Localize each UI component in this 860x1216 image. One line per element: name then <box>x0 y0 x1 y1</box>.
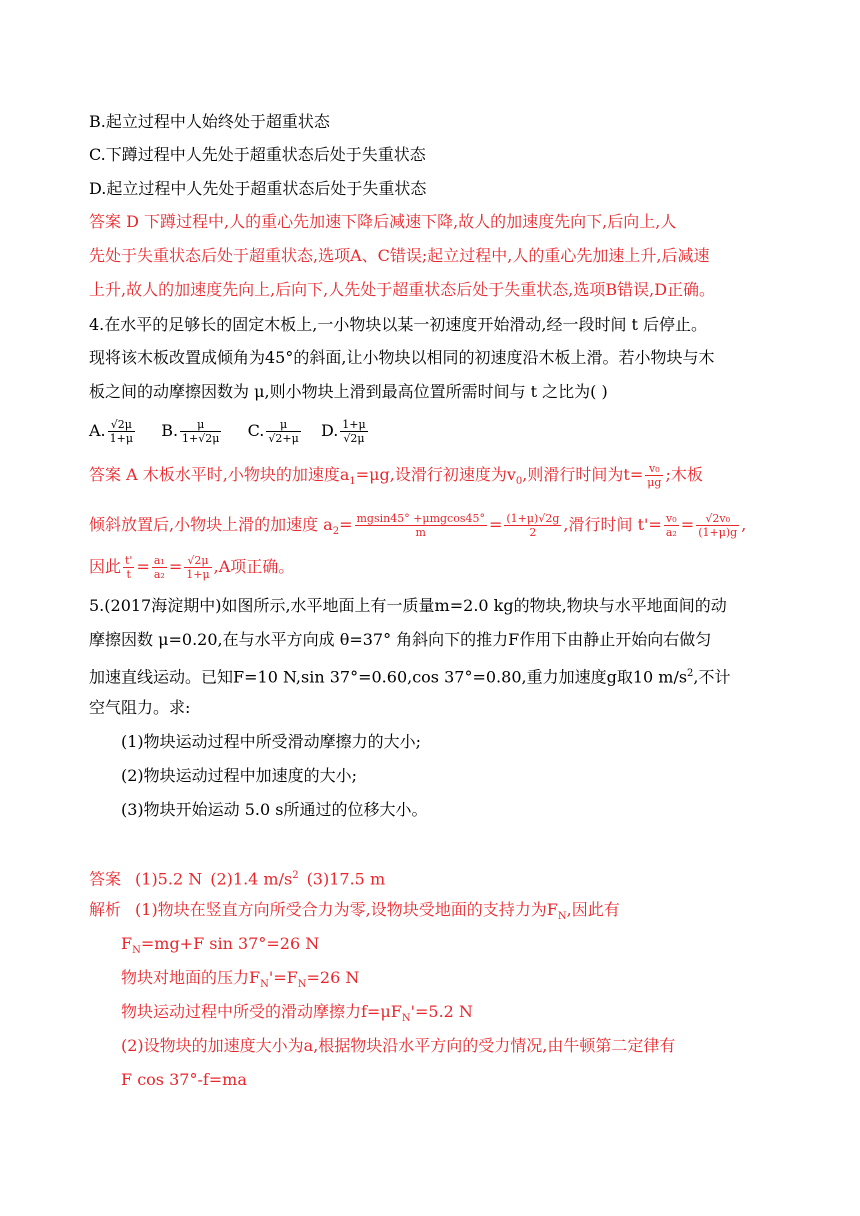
superscript-2: 2 <box>687 668 694 679</box>
fraction-a2-result-denominator: 2 <box>529 526 537 539</box>
fraction-tp-result-denominator: (1+μ)g <box>698 526 738 539</box>
fraction-ratio-2-numerator: a₁ <box>153 554 165 567</box>
analysis-line1-subscript: N <box>557 911 567 923</box>
fraction-ratio-3-denominator: 1+μ <box>186 568 210 581</box>
option-a-label: A. <box>89 421 106 440</box>
answer5-part1: (1)5.2 N <box>135 869 203 889</box>
analysis-eq4: (2)设物块的加速度大小为a,根据物块沿水平方向的受力情况,由牛顿第二定律有 <box>121 1036 676 1055</box>
answer4-text-b: =μg,设滑行初速度为v <box>355 465 516 484</box>
fraction-t-denominator: μg <box>647 476 662 489</box>
answer3-line2: 先处于失重状态后处于超重状态,选项A、C错误;起立过程中,人的重心先加速上升,后减速 <box>89 246 710 265</box>
question5-sub2: (2)物块运动过程中加速度的大小; <box>121 766 358 785</box>
answer4-l2-text-a: 倾斜放置后,小物块上滑的加速度 a <box>89 515 333 534</box>
fraction-tp <box>664 512 679 539</box>
question5-line2: 摩擦因数 μ=0.20,在与水平方向成 θ=37° 角斜向下的推力F作用下由静止开始向右做匀 <box>89 630 712 649</box>
fraction-a2 <box>355 512 487 539</box>
answer4-l2-eq2: = <box>488 515 503 534</box>
question5-line3-text-a: 加速直线运动。已知F=10 N,sin 37°=0.60,cos 37°=0.80,重力加速度g取10 m/s <box>89 667 688 687</box>
fraction-a2-numerator: mgsin45° +μmgcos45° <box>356 512 485 525</box>
answer4-l2-text-d: , <box>741 515 747 534</box>
fraction-ratio-1-denominator: t <box>126 568 131 581</box>
fraction-ratio-1 <box>123 554 134 581</box>
fraction-a2-result-numerator: (1+μ)√2g <box>506 512 560 525</box>
answer4-text-c: ,则滑行时间为t= <box>522 465 644 484</box>
question4-line1: 4.在水平的足够长的固定木板上,一小物块以某一初速度开始滑动,经一段时间 t 后停止。 <box>89 315 708 334</box>
question5-line1: 5.(2017海淀期中)如图所示,水平地面上有一质量m=2.0 kg的物块,物块与水平地面间的动 <box>89 596 727 615</box>
option-c-label: C. <box>247 421 265 440</box>
option-d-numerator: 1+μ <box>342 418 366 431</box>
question4-line3: 板之间的动摩擦因数为 μ,则小物块上滑到最高位置所需时间与 t 之比为( ) <box>89 382 608 401</box>
answer4-l2-eq3: = <box>680 515 695 534</box>
fraction-t <box>645 462 663 489</box>
analysis-eq2 <box>121 967 359 996</box>
option-d-label: D. <box>320 421 339 440</box>
analysis-eq1 <box>121 933 319 962</box>
analysis-eq1-subscript: N <box>132 945 141 957</box>
analysis-eq1-text-b: =mg+F sin 37°=26 N <box>140 934 320 953</box>
fraction-tp-denominator: a₂ <box>665 526 677 539</box>
option-c-fraction <box>266 418 300 445</box>
analysis-eq2-text-a: 物块对地面的压力F <box>121 968 261 987</box>
fraction-ratio-2-denominator: a₂ <box>153 568 165 581</box>
analysis-eq3 <box>121 1001 473 1030</box>
option-a-fraction <box>108 418 135 445</box>
answer4-l2-eq: = <box>339 515 353 534</box>
answer4-text-a: 答案 A 木板水平时,小物块的加速度a <box>89 465 350 484</box>
analysis-eq2-subscript2: N <box>297 979 307 991</box>
fraction-tp-numerator: v₀ <box>664 512 679 526</box>
analysis-line1 <box>89 899 620 928</box>
answer5-label: 答案 <box>89 869 122 889</box>
fraction-ratio-3-numerator: √2μ <box>184 554 211 568</box>
analysis-line1-text-b: ,因此有 <box>566 900 620 919</box>
analysis-label: 解析 <box>89 900 122 919</box>
answer4-line1 <box>89 462 703 493</box>
question5-sub3: (3)物块开始运动 5.0 s所通过的位移大小。 <box>121 800 428 819</box>
analysis-eq3-text-b: '=5.2 N <box>410 1002 473 1021</box>
option-b-label: B. <box>161 421 179 440</box>
fraction-ratio-3 <box>184 554 211 581</box>
answer4-l3-eq2: = <box>168 557 183 576</box>
analysis-eq3-subscript: N <box>401 1013 411 1025</box>
analysis-eq2-subscript1: N <box>260 979 269 991</box>
question4-options <box>89 418 370 445</box>
question5-line3-text-b: ,不计 <box>693 667 731 687</box>
answer4-line3 <box>89 554 294 581</box>
fraction-tp-result-numerator: √2v₀ <box>696 512 739 526</box>
subscript-0: 0 <box>515 476 523 488</box>
subscript-1: 1 <box>349 476 356 488</box>
option-d: D.起立过程中人先处于超重状态后处于失重状态 <box>89 179 427 198</box>
answer4-text-d: ;木板 <box>665 465 703 484</box>
analysis-eq5: F cos 37°-f=ma <box>121 1070 247 1089</box>
answer3-line1: 答案 D 下蹲过程中,人的重心先加速下降后减速下降,故人的加速度先向下,后向上,人 <box>89 212 677 231</box>
analysis-eq2-text-c: =26 N <box>306 968 360 987</box>
analysis-eq3-text-a: 物块运动过程中所受的滑动摩擦力f=μF <box>121 1002 402 1021</box>
answer5-part2: (2)1.4 m/s <box>210 869 293 889</box>
analysis-line1-text-a: (1)物块在竖直方向所受合力为零,设物块受地面的支持力为F <box>135 900 558 919</box>
fraction-a2-result <box>504 512 561 539</box>
answer4-l3-eq: = <box>136 557 150 576</box>
fraction-t-numerator: v₀ <box>645 462 663 476</box>
fraction-a2-denominator: m <box>415 526 426 539</box>
answer3-line3: 上升,故人的加速度先向上,后向下,人先处于超重状态后处于失重状态,选项B错误,D正确。 <box>89 280 716 299</box>
option-b: B.起立过程中人始终处于超重状态 <box>89 112 330 131</box>
analysis-eq2-text-b: '=F <box>268 968 298 987</box>
answer4-l3-text-b: ,A项正确。 <box>213 557 295 576</box>
option-a-numerator: √2μ <box>108 418 135 432</box>
fraction-tp-result <box>696 512 739 539</box>
option-b-fraction <box>180 418 221 445</box>
question5-sub1: (1)物块运动过程中所受滑动摩擦力的大小; <box>121 732 422 751</box>
question4-line2: 现将该木板改置成倾角为45°的斜面,让小物块以相同的初速度沿木板上滑。若小物块与木 <box>89 348 715 367</box>
option-c-numerator: μ <box>266 418 300 432</box>
answer5-part2-superscript: 2 <box>292 870 299 881</box>
option-d-denominator: √2μ <box>343 432 365 445</box>
question5-line3 <box>89 663 731 688</box>
fraction-ratio-2 <box>152 554 167 581</box>
option-d-fraction <box>340 418 367 445</box>
answer4-l2-text-c: ,滑行时间 t'= <box>563 515 662 534</box>
option-a-denominator: 1+μ <box>109 432 134 445</box>
answer4-line2 <box>89 512 746 543</box>
answer5-line <box>89 865 385 890</box>
subscript-2: 2 <box>332 526 340 538</box>
question5-line4: 空气阻力。求: <box>89 698 191 717</box>
answer5-part3: (3)17.5 m <box>306 869 386 889</box>
fraction-ratio-1-numerator: t' <box>125 554 133 567</box>
option-c: C.下蹲过程中人先处于超重状态后处于失重状态 <box>89 145 426 164</box>
analysis-eq1-text-a: F <box>121 934 133 953</box>
option-c-denominator: √2+μ <box>268 432 299 445</box>
option-b-denominator: 1+√2μ <box>182 432 220 445</box>
answer4-l3-text-a: 因此 <box>89 557 122 576</box>
option-b-numerator: μ <box>180 418 221 432</box>
